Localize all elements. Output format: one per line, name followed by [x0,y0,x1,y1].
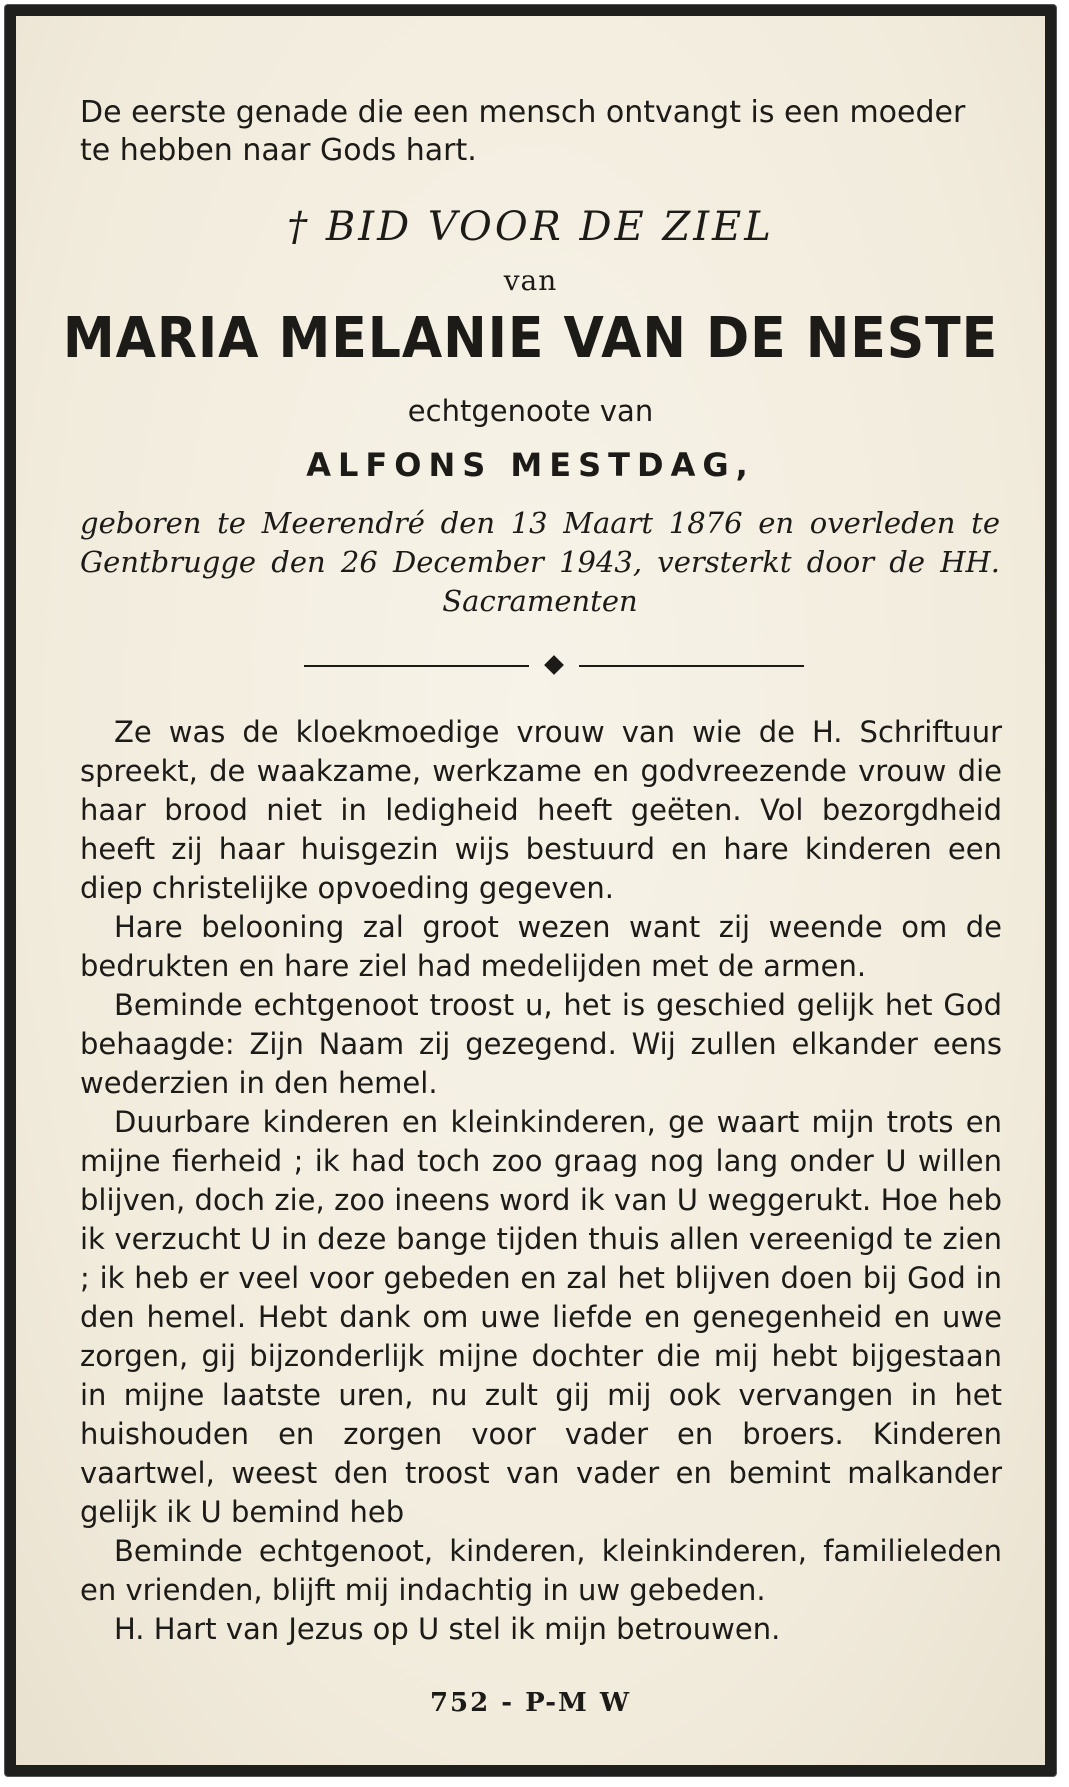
card-paper [16,16,1045,1765]
divider-line-left [304,665,529,667]
paragraph: Hare belooning zal groot wezen want zij weende om de bedrukten en hare ziel had medelijden met de armen. [80,910,1002,983]
relation-label: echtgenoote van [407,394,654,428]
deceased-name: MARIA MELANIE VAN DE NESTE [62,306,999,371]
opening-quote: De eerste genade die een mensch ontvangt is een moeder te hebben naar Gods hart. [80,95,966,168]
diamond-ornament-icon [544,655,564,675]
memorial-text [80,713,1002,1649]
paragraph: Beminde echtgenoot, kinderen, kleinkinderen, familieleden en vrienden, blijft mij indachtig in uw gebeden. [80,1534,1002,1607]
printer-mark: 752 - P-M W [429,1688,632,1718]
paragraph: H. Hart van Jezus op U stel ik mijn betrouwen. [114,1612,781,1646]
memorial-card [5,5,1056,1776]
divider-line-right [579,665,804,667]
prayer-heading: † BID VOOR DE ZIEL [287,204,774,250]
paragraph: Duurbare kinderen en kleinkinderen, ge waart mijn trots en mijne fierheid ; ik had toch zoo graag nog lang onder U willen blijven, doch zie, zoo ineens word ik van U weggerukt. Hoe heb ik verzucht U in deze bange tijden thuis allen vereenigd te zien ; ik heb er veel voor gebeden en zal het blijven doen bij God in den hemel. Hebt dank om uwe liefde en genegenheid en uwe zorgen, gij bijzonderlijk mijne dochter die mij hebt bijgestaan in mijne laatste uren, nu zult gij mij ook vervangen in het huishouden en zorgen voor vader en broers. Kinderen vaartwel, weest den troost van vader en bemint malkander gelijk ik U bemind heb [80,1105,1002,1529]
paragraph: Ze was de kloekmoedige vrouw van wie de H. Schriftuur spreekt, de waakzame, werkzame en godvreezende vrouw die haar brood niet in ledigheid heeft geëten. Vol bezorgdheid heeft zij haar huisgezin wijs bestuurd en hare kinderen een diep christelijke opvoeding gegeven. [80,715,1002,905]
ornamental-divider [304,658,804,674]
van-label: van [503,264,558,297]
birth-death-dates: geboren te Meerendré den 13 Maart 1876 en overleden te Gentbrugge den 26 December 1943, versterkt door de HH. Sacramenten [80,506,1000,618]
spouse-name: ALFONS MESTDAG, [306,446,755,484]
paragraph: Beminde echtgenoot troost u, het is geschied gelijk het God behaagde: Zijn Naam zij gezegend. Wij zullen elkander eens wederzien in den hemel. [80,988,1002,1100]
